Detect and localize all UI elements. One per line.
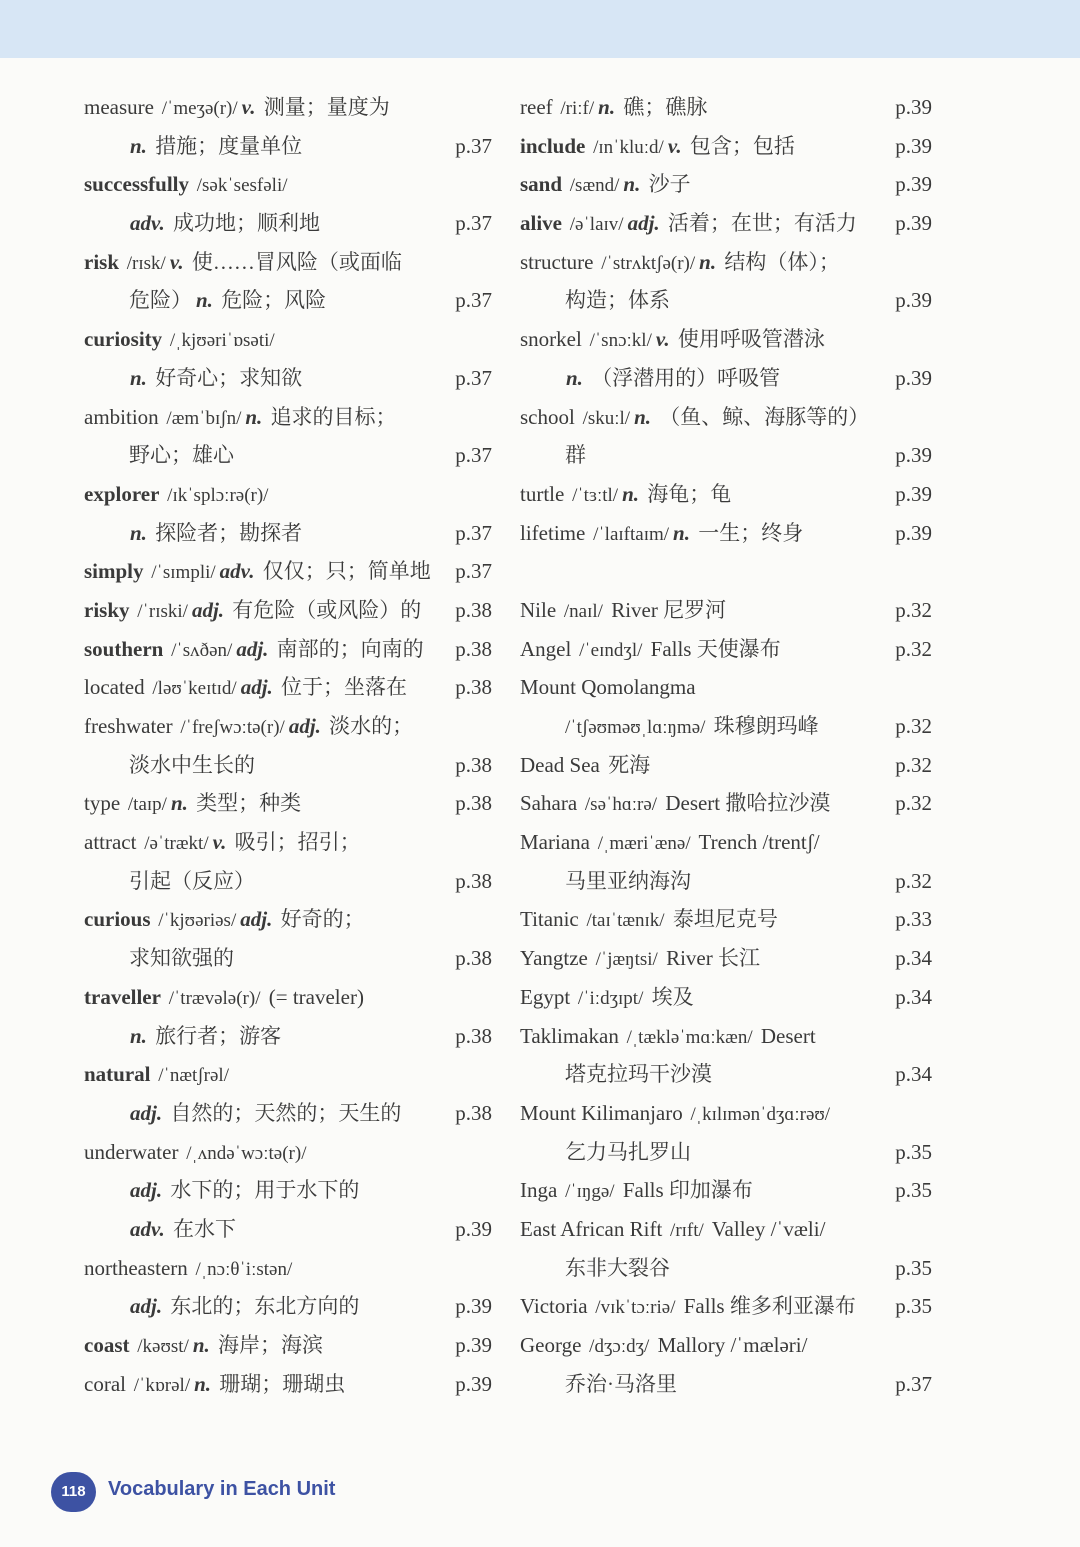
headword: Mariana [520,830,590,855]
definition: 在水下 [167,1216,237,1241]
part-of-speech: adv. [219,559,255,584]
definition: 淡水中生长的 [129,752,255,777]
headword: structure [520,249,594,274]
definition: 危险；风险 [215,288,327,313]
definition: 泰坦尼克号 [667,907,778,932]
page-reference: p.37 [455,443,492,468]
phonetic: /ˈsɪmpli/ [146,562,216,584]
vocabulary-entry [84,165,492,204]
page-reference: p.39 [895,520,932,545]
part-of-speech: v. [667,133,682,158]
part-of-speech: adv. [130,1216,165,1241]
phonetic: /ˈtʃəʊməʊˌlɑːŋmə/ [565,717,706,738]
part-of-speech: adj. [236,636,269,661]
definition: River 尼罗河 [605,597,727,622]
phonetic: /ˈjæŋtsi/ [590,949,658,971]
part-of-speech: adj. [627,211,660,236]
definition: 使……冒风险（或面临 [186,249,402,274]
vocabulary-entry [520,243,932,282]
definition: (= traveler) [263,984,364,1009]
page-reference: p.39 [895,172,932,197]
entry-continuation [84,1017,492,1056]
phonetic: /ˌnɔːθˈiːstən/ [190,1258,293,1280]
phonetic: /ˈkjʊəriəs/ [153,910,237,932]
phonetic: /ˈtɜːtl/ [567,484,619,506]
page-reference: p.37 [455,288,492,313]
page-reference: p.35 [895,1294,932,1319]
definition: 乔治·马洛里 [565,1371,677,1396]
vocabulary-entry [84,88,492,127]
page-reference: p.38 [455,675,492,700]
phonetic: /ˈmeʒə(r)/ [156,98,238,119]
vocabulary-entry [84,630,492,669]
phonetic: /ˌmæriˈænə/ [592,833,691,855]
vocabulary-entry [84,707,492,746]
entry-continuation [84,436,492,475]
vocabulary-entry [520,1017,932,1056]
headword: reef [520,95,553,119]
definition: 好奇的； [275,907,365,932]
definition: Desert 撒哈拉沙漠 [660,791,831,816]
page-reference: p.37 [455,559,492,584]
vocabulary-entry [520,475,932,514]
definition: 危险） [129,288,192,313]
definition: （浮潜用的）呼吸管 [585,365,781,390]
page-reference: p.39 [895,211,932,236]
part-of-speech: v. [169,249,184,274]
phonetic: /taɪˈtænɪk/ [581,910,665,932]
headword: Mount Kilimanjaro [520,1100,683,1125]
headword: simply [84,559,144,584]
headword: Dead Sea [520,752,600,777]
headword: measure [84,95,154,119]
definition: 野心；雄心 [129,443,234,468]
part-of-speech: adj. [130,1178,163,1203]
vocabulary-entry [84,978,492,1017]
definition: 水下的；用于水下的 [165,1178,360,1203]
phonetic: /riːf/ [555,98,595,119]
phonetic: /ˌkɪlɪmənˈdʒɑːrəʊ/ [685,1103,831,1125]
page-reference: p.37 [455,211,492,236]
phonetic: /ˈsnɔːkl/ [584,330,652,352]
page-reference: p.37 [455,133,492,158]
page-reference: p.37 [455,365,492,390]
phonetic: /ɪkˈsplɔːrə(r)/ [162,484,269,506]
page-reference: p.32 [895,791,932,816]
vocabulary-entry [84,591,492,630]
vocabulary-entry [520,204,932,243]
headword: Taklimakan [520,1023,619,1048]
entry-continuation [520,436,932,475]
definition: Desert [755,1023,816,1048]
definition: 追求的目标； [265,404,397,429]
vocabulary-entry [84,668,492,707]
page-reference: p.32 [895,868,932,893]
page-reference: p.32 [895,597,932,622]
vocabulary-entry [520,939,932,978]
vocabulary-entry [520,88,932,127]
definition: 海龟；龟 [642,481,732,506]
page-reference: p.38 [455,752,492,777]
page-reference: p.38 [455,1100,492,1125]
part-of-speech: n. [130,365,147,390]
phonetic: /ˈstrʌktʃə(r)/ [596,252,696,274]
part-of-speech: n. [622,481,639,506]
headword: include [520,133,586,158]
page-reference: p.37 [455,520,492,545]
headword: type [84,791,121,816]
part-of-speech: v. [655,327,670,352]
vocabulary-entry [84,243,492,282]
page-reference: p.34 [895,1062,932,1087]
section-title: Vocabulary in Each Unit [108,1478,336,1500]
phonetic: /ˌtækləˈmɑːkæn/ [621,1026,753,1048]
definition: 珊瑚；珊瑚虫 [214,1371,346,1396]
part-of-speech: adj. [130,1294,163,1319]
headword: Titanic [520,907,579,932]
definition: 位于；坐落在 [275,675,408,700]
vocabulary-column-right [520,88,932,1403]
entry-continuation [84,514,492,553]
headword: coast [84,1333,130,1357]
definition: 构造；体系 [565,288,670,313]
phonetic: /skuːl/ [577,407,631,429]
definition: Falls 维多利亚瀑布 [678,1294,856,1319]
definition: 塔克拉玛干沙漠 [565,1062,712,1087]
page-reference: p.33 [895,907,932,932]
headword: Inga [520,1178,558,1203]
definition: 旅行者；游客 [149,1023,282,1048]
definition: 探险者；勘探者 [149,520,303,545]
phonetic: /ˈiːdʒɪpt/ [573,987,644,1009]
headword: curious [84,907,151,932]
phonetic: /ˈkɒrəl/ [128,1374,191,1396]
vocabulary-entry [520,900,932,939]
definition: 礁；礁脉 [618,95,708,119]
definition: 群 [565,443,586,468]
part-of-speech: adj. [240,907,273,932]
part-of-speech: adj. [191,597,225,622]
page-reference: p.34 [895,946,932,971]
definition: 埃及 [646,984,694,1009]
vocabulary-entry [84,552,492,591]
page-reference: p.35 [895,1255,932,1280]
page-reference: p.39 [895,133,932,158]
entry-continuation [84,359,492,398]
phonetic: /ɪnˈkluːd/ [588,136,664,158]
entry-continuation [84,862,492,901]
entry-continuation [520,862,932,901]
vocabulary-entry [84,398,492,437]
page-reference: p.39 [455,1216,492,1241]
part-of-speech: n. [634,404,652,429]
vocabulary-entry [520,823,932,862]
headword: Angel [520,636,572,661]
definition: （鱼、鲸、海豚等的） [654,404,870,429]
definition: 使用呼吸管潜泳 [672,327,825,352]
part-of-speech: v. [241,95,256,119]
vocabulary-entry [520,1287,932,1326]
page-reference: p.39 [455,1294,492,1319]
part-of-speech: n. [673,520,690,545]
definition: 南部的；向南的 [271,636,424,661]
definition: 海岸；海滨 [212,1333,324,1357]
definition: 东北的；东北方向的 [165,1294,360,1319]
phonetic: /sænd/ [565,175,620,197]
headword: coral [84,1371,126,1396]
definition: 一生；终身 [692,520,804,545]
vocabulary-entry [84,1133,492,1172]
entry-continuation [84,204,492,243]
phonetic: /səkˈsesfəli/ [192,175,288,197]
definition: Mallory /ˈmæləri/ [652,1333,808,1357]
page-reference: p.38 [455,597,492,622]
definition: Falls 印加瀑布 [617,1178,753,1203]
definition: 东非大裂谷 [565,1255,670,1280]
headword: natural [84,1062,151,1087]
headword: risk [84,249,120,274]
page-reference: p.38 [455,1023,492,1048]
part-of-speech: n. [130,520,147,545]
vocabulary-entry [520,1094,932,1133]
vocabulary-entry [84,1326,492,1365]
vocabulary-entry [520,1210,932,1249]
vocabulary-entry [520,591,932,630]
phonetic: /ləʊˈkeɪtɪd/ [147,678,237,700]
vocabulary-entry [520,127,932,166]
entry-continuation [520,281,932,320]
phonetic: /rɪft/ [665,1219,704,1241]
part-of-speech: n. [194,1371,212,1396]
phonetic: /kəʊst/ [132,1336,189,1357]
part-of-speech: n. [196,288,213,313]
entry-continuation [84,281,492,320]
headword: sand [520,172,563,197]
phonetic: /səˈhɑːrə/ [580,794,658,816]
page-reference: p.39 [455,1371,492,1396]
definition: 措施；度量单位 [149,133,303,158]
page-reference: p.32 [895,714,932,738]
vocabulary-entry [520,1326,932,1365]
definition: Valley /ˈvæli/ [706,1216,826,1241]
vocabulary-entry [84,1055,492,1094]
headword: school [520,404,575,429]
vocabulary-entry [84,475,492,514]
vocabulary-entry [84,320,492,359]
page-reference: p.39 [895,95,932,119]
definition: 马里亚纳海沟 [565,868,691,893]
vocabulary-column-left [84,88,492,1403]
definition: 测量；量度为 [258,95,390,119]
headword: Nile [520,597,557,622]
phonetic: /ˈnætʃrəl/ [153,1065,229,1087]
vocabulary-entry [84,1249,492,1288]
page-reference: p.35 [895,1139,932,1164]
vocabulary-entry [520,630,932,669]
headword: freshwater [84,714,173,738]
page-reference: p.39 [895,443,932,468]
definition: 自然的；天然的；天生的 [165,1100,402,1125]
page-number-badge: 118 [51,1472,96,1512]
entry-spacer [520,552,932,591]
definition: 珠穆朗玛峰 [708,714,819,738]
vocabulary-entry [520,668,932,707]
definition: 引起（反应） [129,868,255,893]
phonetic: /æmˈbɪʃn/ [161,407,242,429]
headword: traveller [84,984,161,1009]
definition: Falls 天使瀑布 [645,636,781,661]
definition: 死海 [602,752,651,777]
entry-continuation [84,1094,492,1133]
page-reference: p.38 [455,791,492,816]
page-reference: p.38 [455,868,492,893]
phonetic: /ˈeɪndʒl/ [574,639,643,661]
entry-continuation [520,1365,932,1404]
definition: 乞力马扎罗山 [565,1139,691,1164]
vocabulary-entry [520,514,932,553]
headword: turtle [520,481,565,506]
phonetic: /əˈlaɪv/ [565,214,624,236]
definition: 类型；种类 [190,791,302,816]
entry-continuation [520,707,932,746]
phonetic: /dʒɔːdʒ/ [584,1336,650,1357]
headword: ambition [84,404,159,429]
headword: East African Rift [520,1216,663,1241]
headword: northeastern [84,1255,188,1280]
vocabulary-entry [520,320,932,359]
page-reference: p.39 [895,288,932,313]
definition: 有危险（或风险）的 [227,597,422,622]
definition: 成功地；顺利地 [167,211,321,236]
entry-continuation [84,939,492,978]
entry-continuation [84,1210,492,1249]
page-reference: p.38 [455,946,492,971]
headword: curiosity [84,327,163,352]
part-of-speech: n. [170,791,188,816]
headword: explorer [84,481,160,506]
entry-continuation [520,1133,932,1172]
vocabulary-entry [520,784,932,823]
entry-continuation [520,1055,932,1094]
headword: alive [520,211,562,236]
vocabulary-entry [84,1365,492,1404]
headword: Yangtze [520,946,588,971]
definition: 淡水的； [323,714,414,738]
part-of-speech: adj. [240,675,273,700]
page-reference: p.38 [455,636,492,661]
phonetic: /ˈlaɪftaɪm/ [588,523,670,545]
part-of-speech: n. [623,172,641,197]
phonetic: /vɪkˈtɔːriə/ [590,1297,676,1319]
definition: 沙子 [643,172,691,197]
definition: 活着；在世；有活力 [662,211,857,236]
headword: George [520,1333,582,1357]
vocabulary-entry [520,398,932,437]
vocabulary-entry [520,1171,932,1210]
phonetic: /ˌkjʊəriˈɒsəti/ [165,330,275,352]
part-of-speech: n. [566,365,583,390]
vocabulary-entry [520,165,932,204]
definition: 求知欲强的 [129,946,234,971]
definition: 仅仅；只；简单地 [257,559,431,584]
header-band [0,0,1080,58]
definition: 吸引；招引； [229,830,361,855]
part-of-speech: n. [245,404,263,429]
phonetic: /taɪp/ [123,794,167,816]
page-reference: p.35 [895,1178,932,1203]
headword: snorkel [520,327,582,352]
definition: 结构（体）； [719,249,840,274]
entry-continuation [84,127,492,166]
part-of-speech: n. [130,1023,147,1048]
part-of-speech: adj. [130,1100,163,1125]
page-reference: p.32 [895,752,932,777]
phonetic: /ˈɪŋgə/ [560,1181,615,1203]
page-reference: p.37 [895,1371,932,1396]
part-of-speech: adj. [288,714,321,738]
definition: River 长江 [660,946,760,971]
page-reference: p.32 [895,636,932,661]
entry-continuation [520,359,932,398]
headword: Sahara [520,791,578,816]
definition: 包含；包括 [684,133,795,158]
part-of-speech: v. [212,830,227,855]
vocabulary-entry [84,823,492,862]
page-reference: p.34 [895,984,932,1009]
phonetic: /ˈtrævələ(r)/ [163,987,261,1009]
headword: lifetime [520,520,586,545]
part-of-speech: adv. [130,211,165,236]
phonetic: /rɪsk/ [122,252,166,274]
part-of-speech: n. [699,249,717,274]
phonetic: /ˈsʌðən/ [166,639,233,661]
headword: Victoria [520,1294,588,1319]
part-of-speech: n. [598,95,616,119]
headword: Egypt [520,984,571,1009]
page-reference: p.39 [895,481,932,506]
headword: located [84,675,145,700]
phonetic: /ˈrɪski/ [132,600,188,622]
phonetic: /naɪl/ [559,600,603,622]
headword: Mount Qomolangma [520,675,696,700]
vocabulary-entry [520,746,932,785]
page-reference: p.39 [895,365,932,390]
vocabulary-entry [520,978,932,1017]
entry-continuation [84,1287,492,1326]
phonetic: /əˈtrækt/ [139,833,209,855]
entry-continuation [84,746,492,785]
phonetic: /ˈfreʃwɔːtə(r)/ [175,717,285,738]
definition: 好奇心；求知欲 [149,365,303,390]
entry-continuation [84,1171,492,1210]
part-of-speech: n. [192,1333,210,1357]
vocabulary-entry [84,900,492,939]
part-of-speech: n. [130,133,147,158]
vocabulary-entry [84,784,492,823]
definition: Trench /trentʃ/ [693,830,820,855]
headword: risky [84,597,130,622]
page-reference: p.39 [455,1333,492,1357]
headword: underwater [84,1139,179,1164]
headword: attract [84,830,137,855]
headword: successfully [84,172,189,197]
headword: southern [84,636,164,661]
entry-continuation [520,1249,932,1288]
phonetic: /ˌʌndəˈwɔːtə(r)/ [181,1142,307,1164]
